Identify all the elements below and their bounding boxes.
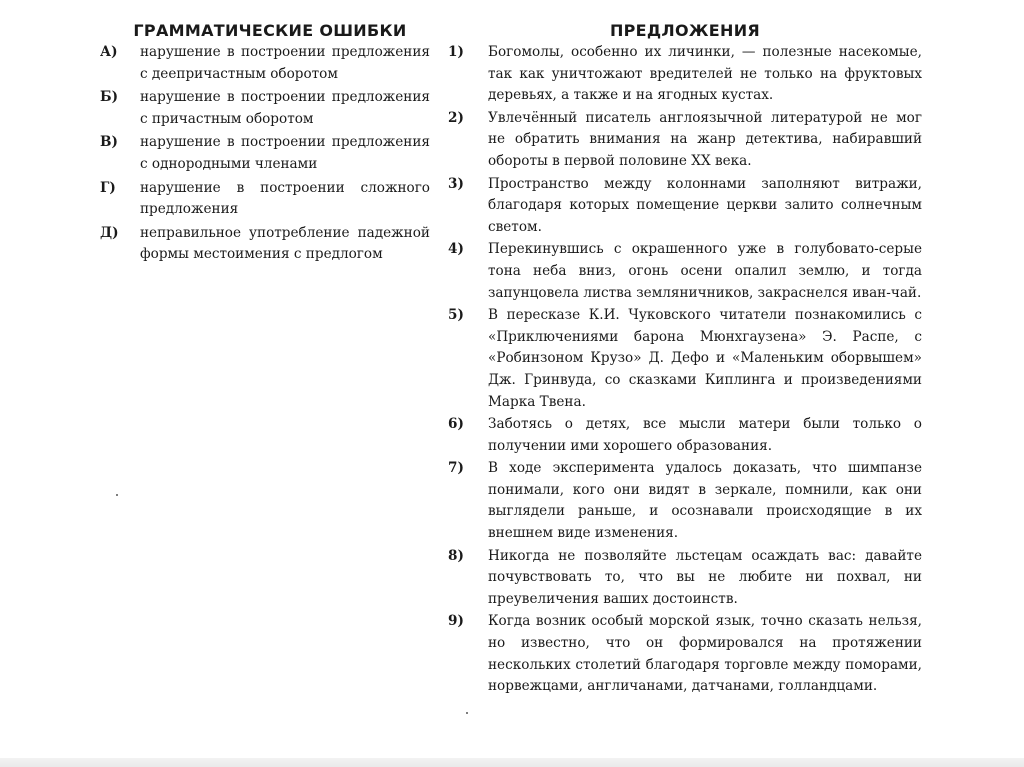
sentence-number: 8) <box>448 547 464 564</box>
scan-speck <box>116 494 118 496</box>
error-item-a <box>100 42 430 85</box>
error-item-marker: Д) <box>100 224 119 241</box>
error-item-d <box>100 223 430 266</box>
sentence-text: Пространство между колоннами заполняют витражи, благодаря которых помещение церкви залито солнечным светом. <box>488 175 922 235</box>
grammatical-errors-list <box>100 42 430 266</box>
error-item-g <box>100 178 430 221</box>
error-item-text: нарушение в построении предложения с деепричастным оборотом <box>140 44 430 82</box>
sentence-number: 9) <box>448 613 464 630</box>
sentence-item-9 <box>448 611 922 697</box>
error-item-v <box>100 132 430 175</box>
bottom-shadow-strip <box>0 758 1024 767</box>
sentence-text: Увлечённый писатель англоязычной литературой не мог не обратить внимания на жанр детектива, набиравший обороты в первой половине XX века. <box>488 109 922 169</box>
sentence-number: 7) <box>448 460 464 477</box>
error-item-marker: А) <box>100 44 118 60</box>
sentence-number: 2) <box>448 109 464 126</box>
sentences-header: ПРЕДЛОЖЕНИЯ <box>609 21 761 40</box>
sentence-item-4 <box>448 239 922 304</box>
sentence-number: 5) <box>448 307 464 324</box>
sentence-number: 6) <box>448 416 464 433</box>
sentence-item-1 <box>448 42 922 107</box>
sentence-number: 4) <box>448 241 464 258</box>
error-item-text: неправильное употребление падежной формы местоимения с предлогом <box>140 224 430 263</box>
sentence-item-2 <box>448 108 922 173</box>
sentences-column <box>448 20 922 699</box>
scan-speck <box>466 712 468 714</box>
sentence-text: В ходе эксперимента удалось доказать, что шимпанзе понимали, кого они видят в зеркале, помнили, как они выглядели раньше, и осознавали происходящие в их внешнем виде изменения. <box>488 460 922 542</box>
sentences-list <box>448 42 922 698</box>
sentence-item-7 <box>448 458 922 544</box>
sentence-text: Когда возник особый морской язык, точно сказать нельзя, но известно, что он формировался на протяжении нескольких столетий благодаря торговле между поморами, норвежцами, англичанами, датчанами, голландцами. <box>488 613 922 695</box>
error-item-marker: Г) <box>100 179 116 196</box>
sentence-item-8 <box>448 546 922 611</box>
error-item-marker: Б) <box>100 89 119 106</box>
sentence-item-3 <box>448 174 922 239</box>
error-item-text: нарушение в построении предложения с однородными членами <box>140 134 430 172</box>
grammatical-errors-column <box>100 20 430 268</box>
error-item-text: нарушение в построении предложения с причастным оборотом <box>140 89 430 127</box>
sentence-item-6 <box>448 414 922 457</box>
sentence-text: Богомолы, особенно их личинки, — полезные насекомые, так как уничтожают вредителей не только на фруктовых деревьях, а также и на ягодных кустах. <box>488 44 922 104</box>
error-item-text: нарушение в построении сложного предложения <box>140 179 430 218</box>
error-item-b <box>100 87 430 130</box>
sentence-number: 1) <box>448 44 464 60</box>
sentence-number: 3) <box>448 175 464 192</box>
grammatical-errors-header: ГРАММАТИЧЕСКИЕ ОШИБКИ <box>133 21 407 40</box>
error-item-marker: В) <box>100 134 118 151</box>
sentence-text: Никогда не позволяйте льстецам осаждать вас: давайте почувствовать то, что вы не любите ни похвал, ни преувеличения ваших достоинств. <box>488 547 922 607</box>
sentence-text: В пересказе К.И. Чуковского читатели познакомились с «Приключениями барона Мюнхгаузена» Э. Распе, с «Робинзоном Крузо» Д. Дефо и «Маленьким оборвышем» Дж. Гринвуда, со сказками Киплинга и произведениями Марка Твена. <box>488 307 922 410</box>
sentence-text: Перекинувшись с окрашенного уже в голубовато-серые тона неба вниз, огонь осени опалил землю, и тогда запунцовела листва земляничников, закраснелся иван-чай. <box>488 241 922 301</box>
sentence-item-5 <box>448 305 922 413</box>
sentence-text: Заботясь о детях, все мысли матери были только о получении ими хорошего образования. <box>488 416 922 454</box>
